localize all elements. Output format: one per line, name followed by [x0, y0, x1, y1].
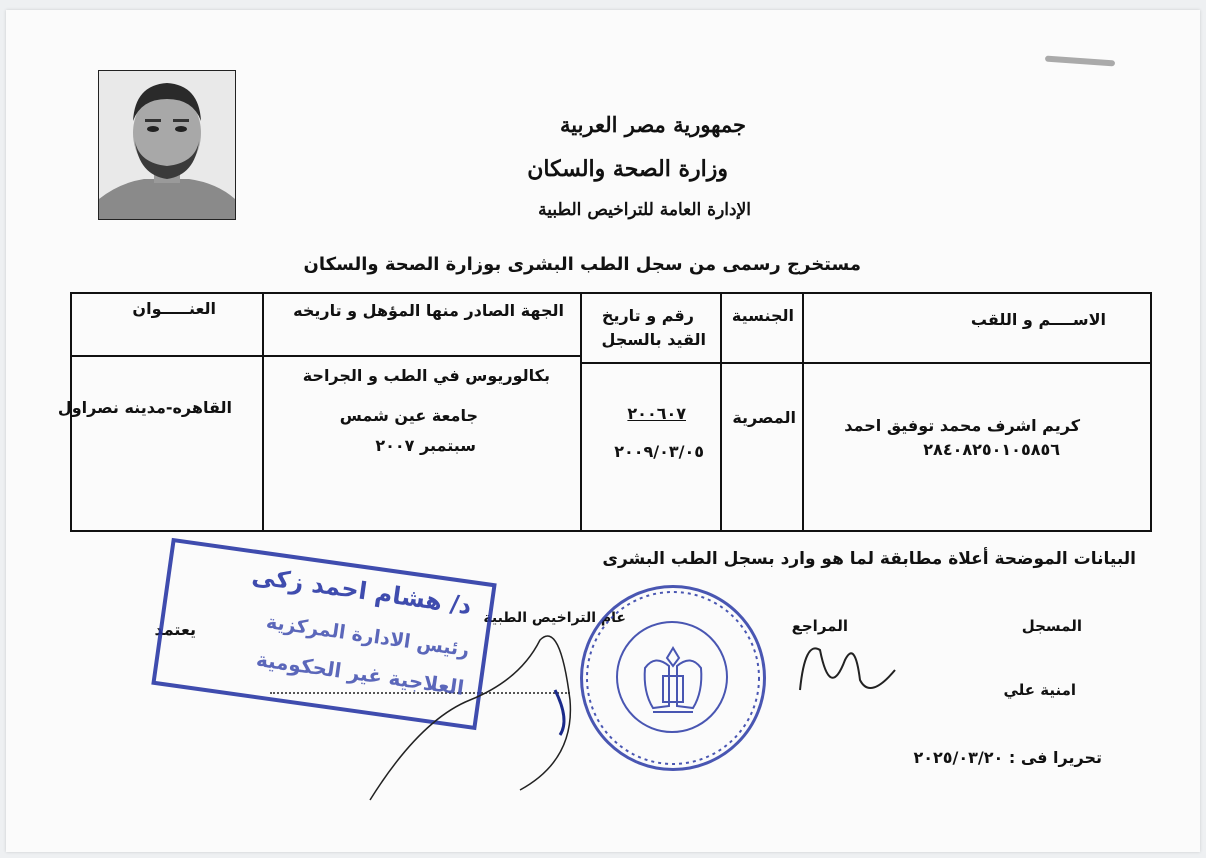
- stamp-title-line1: رئيس الادارة المركزية: [264, 610, 471, 662]
- conformity-statement: البيانات الموضحة أعلاة مطابقة لما هو وارد بسجل الطب البشرى: [602, 549, 1136, 569]
- reviewer-label: المراجع: [791, 617, 848, 635]
- qualification-degree: بكالوريوس في الطب و الجراحة: [302, 366, 550, 385]
- header-nationality: الجنسية: [731, 306, 794, 325]
- qualification-date: سبتمبر ٢٠٠٧: [375, 436, 476, 455]
- header-address: العنـــــوان: [132, 299, 216, 318]
- stamp-title-line2: العلاجية غير الحكومية: [254, 646, 466, 700]
- document-subtitle: مستخرج رسمى من سجل الطب البشرى بوزارة الصحة والسكان: [303, 254, 861, 275]
- country-title: جمهورية مصر العربية: [560, 112, 746, 137]
- header-reg-line1: رقم و تاريخ: [601, 306, 694, 325]
- registration-number: ٢٠٠٦٠٧: [627, 404, 686, 423]
- issue-date: تحريرا فى : ٢٠٢٥/٠٣/٢٠: [913, 748, 1102, 767]
- approve-label: يعتمد: [154, 620, 196, 639]
- registrar-label: المسجل: [1021, 617, 1082, 635]
- address-value: القاهره-مدينه نصراول: [57, 398, 232, 417]
- national-id: ٢٨٤٠٨٢٥٠١٠٥٨٥٦: [923, 440, 1060, 459]
- header-reg-line2: القيد بالسجل: [601, 330, 706, 349]
- qualification-university: جامعة عين شمس: [339, 406, 478, 425]
- director-label: عام التراخيص الطبية: [483, 610, 626, 626]
- department-title: الإدارة العامة للتراخيص الطبية: [538, 200, 751, 220]
- stamp-name: د/ هشام احمد زكى: [250, 561, 474, 621]
- ministry-title: وزارة الصحة والسكان: [527, 156, 728, 182]
- registrar-name: امنية علي: [1003, 681, 1076, 699]
- nationality-value: المصرية: [732, 408, 796, 427]
- header-name: الاســــم و اللقب: [970, 310, 1106, 329]
- registration-date: ٢٠٠٩/٠٣/٠٥: [614, 442, 704, 461]
- header-issuer: الجهة الصادر منها المؤهل و تاريخه: [293, 301, 564, 320]
- person-name: كريم اشرف محمد توفيق احمد: [844, 416, 1080, 435]
